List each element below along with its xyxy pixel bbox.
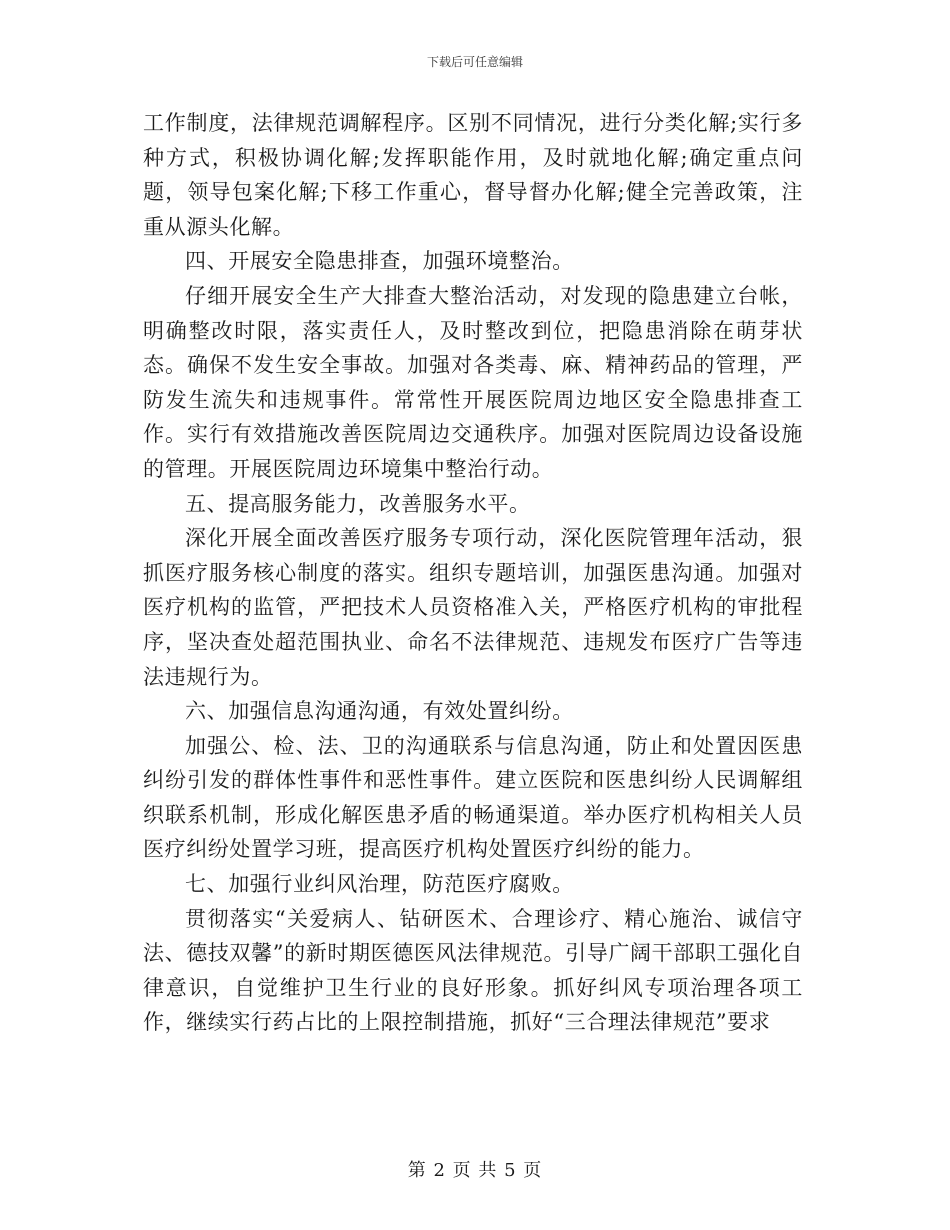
section-heading-5: 五、提高服务能力，改善服务水平。 <box>185 491 531 516</box>
section-heading-7: 七、加强行业纠风治理，防范医疗腐败。 <box>185 872 574 897</box>
section-heading-4: 四、开展安全隐患排查，加强环境整治。 <box>185 249 574 274</box>
page-header: 下载后可任意编辑 <box>426 55 523 69</box>
paragraph-safety: 仔细开展安全生产大排查大整治活动，对发现的隐患建立台帐，明确整改时限，落实责任人，及时整改到位，把隐患消除在萌芽状态。确保不发生安全事故。加强对各类毒、麻、精神药品的管理，严防发生流失和违规事件。常常性开展医院周边地区安全隐患排查工作。实行有效措施改善医院周边交通秩序。加强对医院周边设备设施的管理。开展医院周边环境集中整治行动。 <box>143 283 803 481</box>
section-heading-6: 六、加强信息沟通沟通，有效处置纠纷。 <box>185 699 574 724</box>
paragraph-ethics: 贯彻落实“关爱病人、钻研医术、合理诊疗、精心施治、诚信守法、德技双馨”的新时期医德医风法律规范。引导广阔干部职工强化自律意识，自觉维护卫生行业的良好形象。抓好纠风专项治理各项工作，继续实行药占比的上限控制措施，抓好“三合理法律规范”要求 <box>143 906 803 1035</box>
paragraph-service: 深化开展全面改善医疗服务专项行动，深化医院管理年活动，狠抓医疗服务核心制度的落实。组织专题培训，加强医患沟通。加强对医疗机构的监管，严把技术人员资格准入关，严格医疗机构的审批程序，坚决查处超范围执业、命名不法律规范、违规发布医疗广告等违法违规行为。 <box>143 526 803 689</box>
paragraph-continuation: 工作制度，法律规范调解程序。区别不同情况，进行分类化解;实行多种方式，积极协调化解;发挥职能作用，及时就地化解;确定重点问题，领导包案化解;下移工作重心，督导督办化解;健全完善政策，注重从源头化解。 <box>143 111 803 239</box>
document-body <box>143 106 803 1040</box>
page-number: 第 2 页 共 5 页 <box>407 1160 543 1181</box>
paragraph-communication: 加强公、检、法、卫的沟通联系与信息沟通，防止和处置因医患纠纷引发的群体性事件和恶性事件。建立医院和医患纠纷人民调解组织联系机制，形成化解医患矛盾的畅通渠道。举办医疗机构相关人员医疗纠纷处置学习班，提高医疗机构处置医疗纠纷的能力。 <box>143 733 803 862</box>
